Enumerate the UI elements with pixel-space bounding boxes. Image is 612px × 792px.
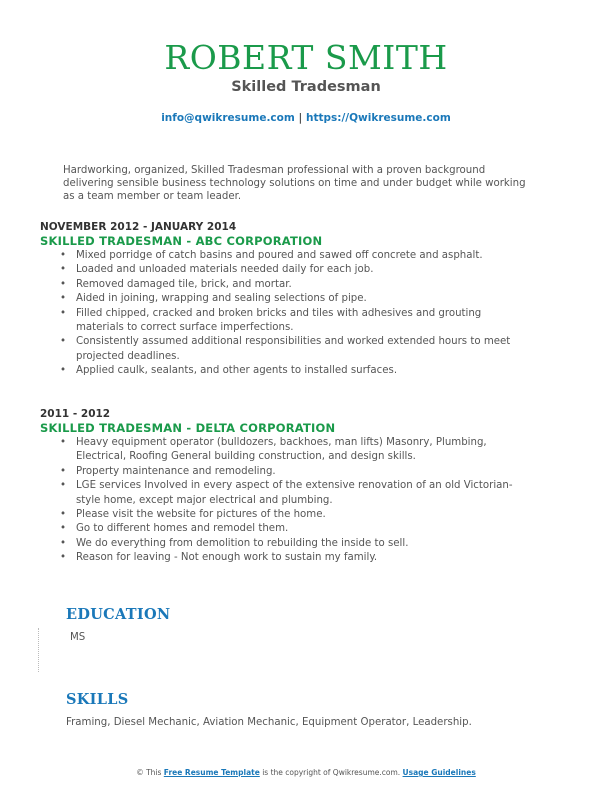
bullet-icon: • (59, 250, 66, 261)
list-item (40, 249, 532, 263)
list-item (40, 335, 532, 364)
job-role: SKILLED TRADESMAN - DELTA CORPORATION (40, 421, 336, 435)
bullet-text: Please visit the website for pictures of the home. (76, 509, 326, 521)
list-item (40, 364, 532, 378)
bullet-text: Heavy equipment operator (bulldozers, backhoes, man lifts) Masonry, Plumbing, Electrical, Roofing General building construction, and design skills. (76, 437, 487, 463)
bullet-icon: • (59, 523, 66, 535)
list-item (40, 551, 532, 565)
footer-middle: is the copyright of Qwikresume.com. (262, 768, 401, 777)
contact-separator: | (298, 112, 303, 124)
job-date: NOVEMBER 2012 - JANUARY 2014 (40, 221, 237, 233)
bullet-text: Aided in joining, wrapping and sealing selections of pipe. (76, 293, 367, 305)
list-item (40, 263, 532, 277)
bullet-icon: • (59, 552, 66, 564)
list-item (40, 278, 532, 292)
job-entry-abc (40, 220, 540, 379)
bullet-icon: • (59, 537, 66, 549)
list-item (40, 436, 532, 465)
section-divider (38, 628, 39, 672)
bullet-text: Reason for leaving - Not enough work to sustain my family. (76, 552, 378, 564)
email-link[interactable]: info@qwikresume.com (161, 112, 295, 124)
bullet-text: Loaded and unloaded materials needed daily for each job. (76, 264, 374, 276)
resume-title: Skilled Tradesman (231, 79, 381, 95)
bullet-icon: • (59, 264, 66, 276)
list-item (40, 537, 532, 551)
summary-paragraph: Hardworking, organized, Skilled Tradesman professional with a proven background delivering sensible business technology solutions on time and under budget while working as a team member or team leader. (63, 165, 526, 202)
job-date: 2011 - 2012 (40, 408, 111, 420)
bullet-icon: • (59, 437, 66, 448)
bullet-text: Consistently assumed additional responsibilities and worked extended hours to meet projected deadlines. (76, 336, 511, 362)
footer-prefix: © This (136, 768, 162, 777)
resume-name: ROBERT SMITH (164, 38, 448, 77)
education-degree: MS (70, 632, 86, 643)
bullet-icon: • (59, 365, 66, 377)
contact-line (0, 111, 612, 125)
bullet-text: Filled chipped, cracked and broken bricks and tiles with adhesives and grouting materials to correct surface imperfections. (76, 307, 482, 334)
bullet-text: Mixed porridge of catch basins and poured and sawed off concrete and asphalt. (76, 250, 483, 261)
bullet-text: Applied caulk, sealants, and other agents to installed surfaces. (76, 365, 398, 377)
bullet-icon: • (59, 465, 66, 477)
bullet-text: Go to different homes and remodel them. (76, 523, 289, 535)
job-bullet-list (40, 436, 540, 566)
list-item (40, 465, 532, 479)
skills-heading: SKILLS (66, 691, 129, 708)
bullet-icon: • (59, 509, 66, 521)
bullet-text: LGE services Involved in every aspect of the extensive renovation of an old Victorian-style home, except major electrical and plumbing. (76, 480, 513, 506)
bullet-icon: • (59, 336, 66, 348)
bullet-text: Property maintenance and remodeling. (76, 465, 276, 477)
list-item (40, 522, 532, 536)
bullet-icon: • (59, 293, 66, 305)
bullet-icon: • (59, 278, 66, 290)
job-bullet-list (40, 249, 540, 379)
skills-list: Framing, Diesel Mechanic, Aviation Mechanic, Equipment Operator, Leadership. (66, 717, 472, 728)
list-item (40, 307, 532, 336)
education-heading: EDUCATION (66, 606, 171, 623)
usage-guidelines-link[interactable]: Usage Guidelines (402, 768, 476, 777)
website-link[interactable]: https://Qwikresume.com (305, 112, 451, 124)
list-item (40, 292, 532, 306)
bullet-icon: • (59, 480, 66, 492)
job-role: SKILLED TRADESMAN - ABC CORPORATION (40, 234, 323, 248)
copyright-footer (0, 768, 612, 777)
list-item (40, 479, 532, 508)
job-entry-delta (40, 407, 540, 566)
free-resume-template-link[interactable]: Free Resume Template (163, 768, 260, 777)
bullet-text: We do everything from demolition to rebuilding the inside to sell. (76, 537, 409, 549)
bullet-icon: • (59, 307, 66, 319)
list-item (40, 508, 532, 522)
bullet-text: Removed damaged tile, brick, and mortar. (76, 278, 292, 290)
